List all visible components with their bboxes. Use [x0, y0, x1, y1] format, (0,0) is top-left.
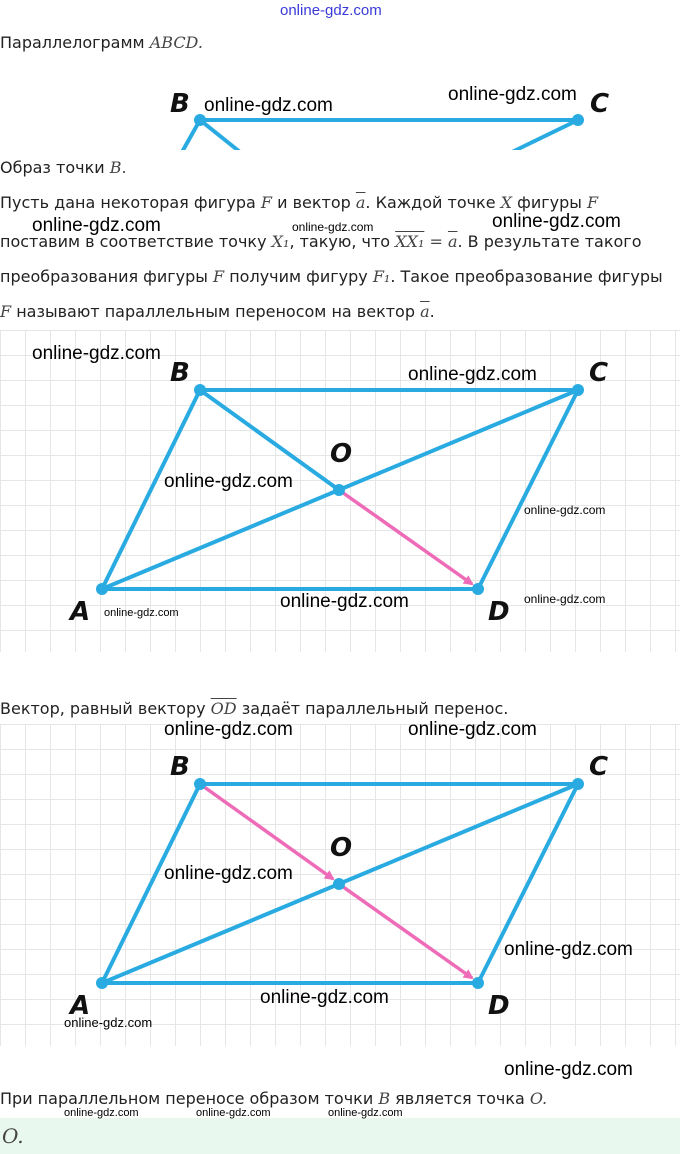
label-D: D — [488, 991, 510, 1021]
watermark: online-gdz.com — [328, 1107, 403, 1119]
site-header-watermark: online-gdz.com — [280, 2, 382, 19]
watermark: online-gdz.com — [164, 863, 293, 884]
vector-XX1: XX₁ — [395, 232, 425, 251]
watermark: online-gdz.com — [524, 503, 606, 517]
watermark: online-gdz.com — [104, 607, 179, 619]
obraz-line — [0, 157, 127, 179]
math-X1: X₁ — [271, 232, 290, 251]
watermark: online-gdz.com — [408, 364, 537, 385]
vector-a: $\overline{a}$ — [447, 232, 458, 251]
obraz-text: Образ точки — [0, 158, 110, 177]
text: При параллельном переносе образом точки — [0, 1089, 379, 1108]
text: . Такое преобразование фигуры — [390, 267, 663, 286]
math-F: F — [0, 302, 12, 321]
text: Вектор, равный вектору — [0, 699, 211, 718]
cropped-figure — [0, 90, 680, 150]
math-eq: = — [424, 232, 448, 251]
answer-text: O. — [2, 1124, 24, 1148]
text: преобразования фигуры — [0, 267, 214, 286]
text: . Каждой точке — [365, 193, 501, 212]
text: и вектор — [272, 193, 356, 212]
watermark: online-gdz.com — [64, 1015, 153, 1030]
label-C: C — [590, 89, 610, 119]
math-X: X — [500, 193, 513, 212]
label-C: C — [589, 358, 609, 388]
label-O: O — [330, 833, 353, 863]
text: . — [429, 302, 435, 321]
watermark: online-gdz.com — [32, 343, 161, 364]
title-text: Параллелограмм — [0, 33, 150, 52]
vector-a: $\overline{a}$ — [355, 193, 366, 212]
label-A: A — [70, 597, 91, 627]
title-math: ABCD. — [149, 33, 203, 52]
label-B: B — [170, 752, 190, 782]
watermark: online-gdz.com — [32, 215, 161, 236]
math-F: F — [213, 267, 225, 286]
vector-line — [0, 698, 508, 720]
watermark: online-gdz.com — [504, 1059, 633, 1080]
watermark: online-gdz.com — [524, 592, 606, 606]
vector-OD: $\overline{OD}$ — [210, 699, 237, 718]
label-D: D — [488, 597, 510, 627]
watermark: online-gdz.com — [408, 719, 537, 740]
text: поставим в соответствие точку — [0, 232, 272, 251]
math-F: F — [260, 193, 272, 212]
vector-a: $\overline{a}$ — [420, 302, 430, 321]
watermark: online-gdz.com — [164, 471, 293, 492]
definition-line-4 — [0, 301, 435, 323]
watermark: online-gdz.com — [280, 591, 409, 612]
watermark: online-gdz.com — [492, 211, 621, 232]
math-F1: F₁ — [372, 267, 391, 286]
title-line — [0, 32, 203, 54]
watermark: online-gdz.com — [260, 987, 389, 1008]
label-O: O — [330, 439, 353, 469]
watermark: online-gdz.com — [448, 84, 577, 105]
label-A: A — [70, 991, 91, 1021]
text: является точка — [390, 1089, 530, 1108]
text: получим фигуру — [224, 267, 373, 286]
watermark: online-gdz.com — [64, 1107, 139, 1119]
text: фигуры — [512, 193, 587, 212]
label-B: B — [170, 358, 190, 388]
watermark: online-gdz.com — [292, 220, 374, 234]
math-O: O. — [529, 1089, 548, 1108]
watermark: online-gdz.com — [196, 1107, 271, 1119]
text: Пусть дана некоторая фигура — [0, 193, 261, 212]
definition-line-3 — [0, 266, 663, 288]
obraz-math: B. — [109, 158, 127, 177]
math-F: F — [586, 193, 599, 212]
watermark: online-gdz.com — [204, 95, 333, 116]
text: задаёт параллельный перенос. — [236, 699, 509, 718]
label-B: B — [170, 89, 190, 119]
text: называют параллельным переносом на вектор — [11, 302, 421, 321]
label-C: C — [589, 752, 609, 782]
text: , такую, что — [289, 232, 396, 251]
answer-box — [0, 1118, 680, 1154]
watermark: online-gdz.com — [504, 939, 633, 960]
math-B: B — [378, 1089, 391, 1108]
text: . В результате такого — [457, 232, 642, 251]
watermark: online-gdz.com — [164, 719, 293, 740]
